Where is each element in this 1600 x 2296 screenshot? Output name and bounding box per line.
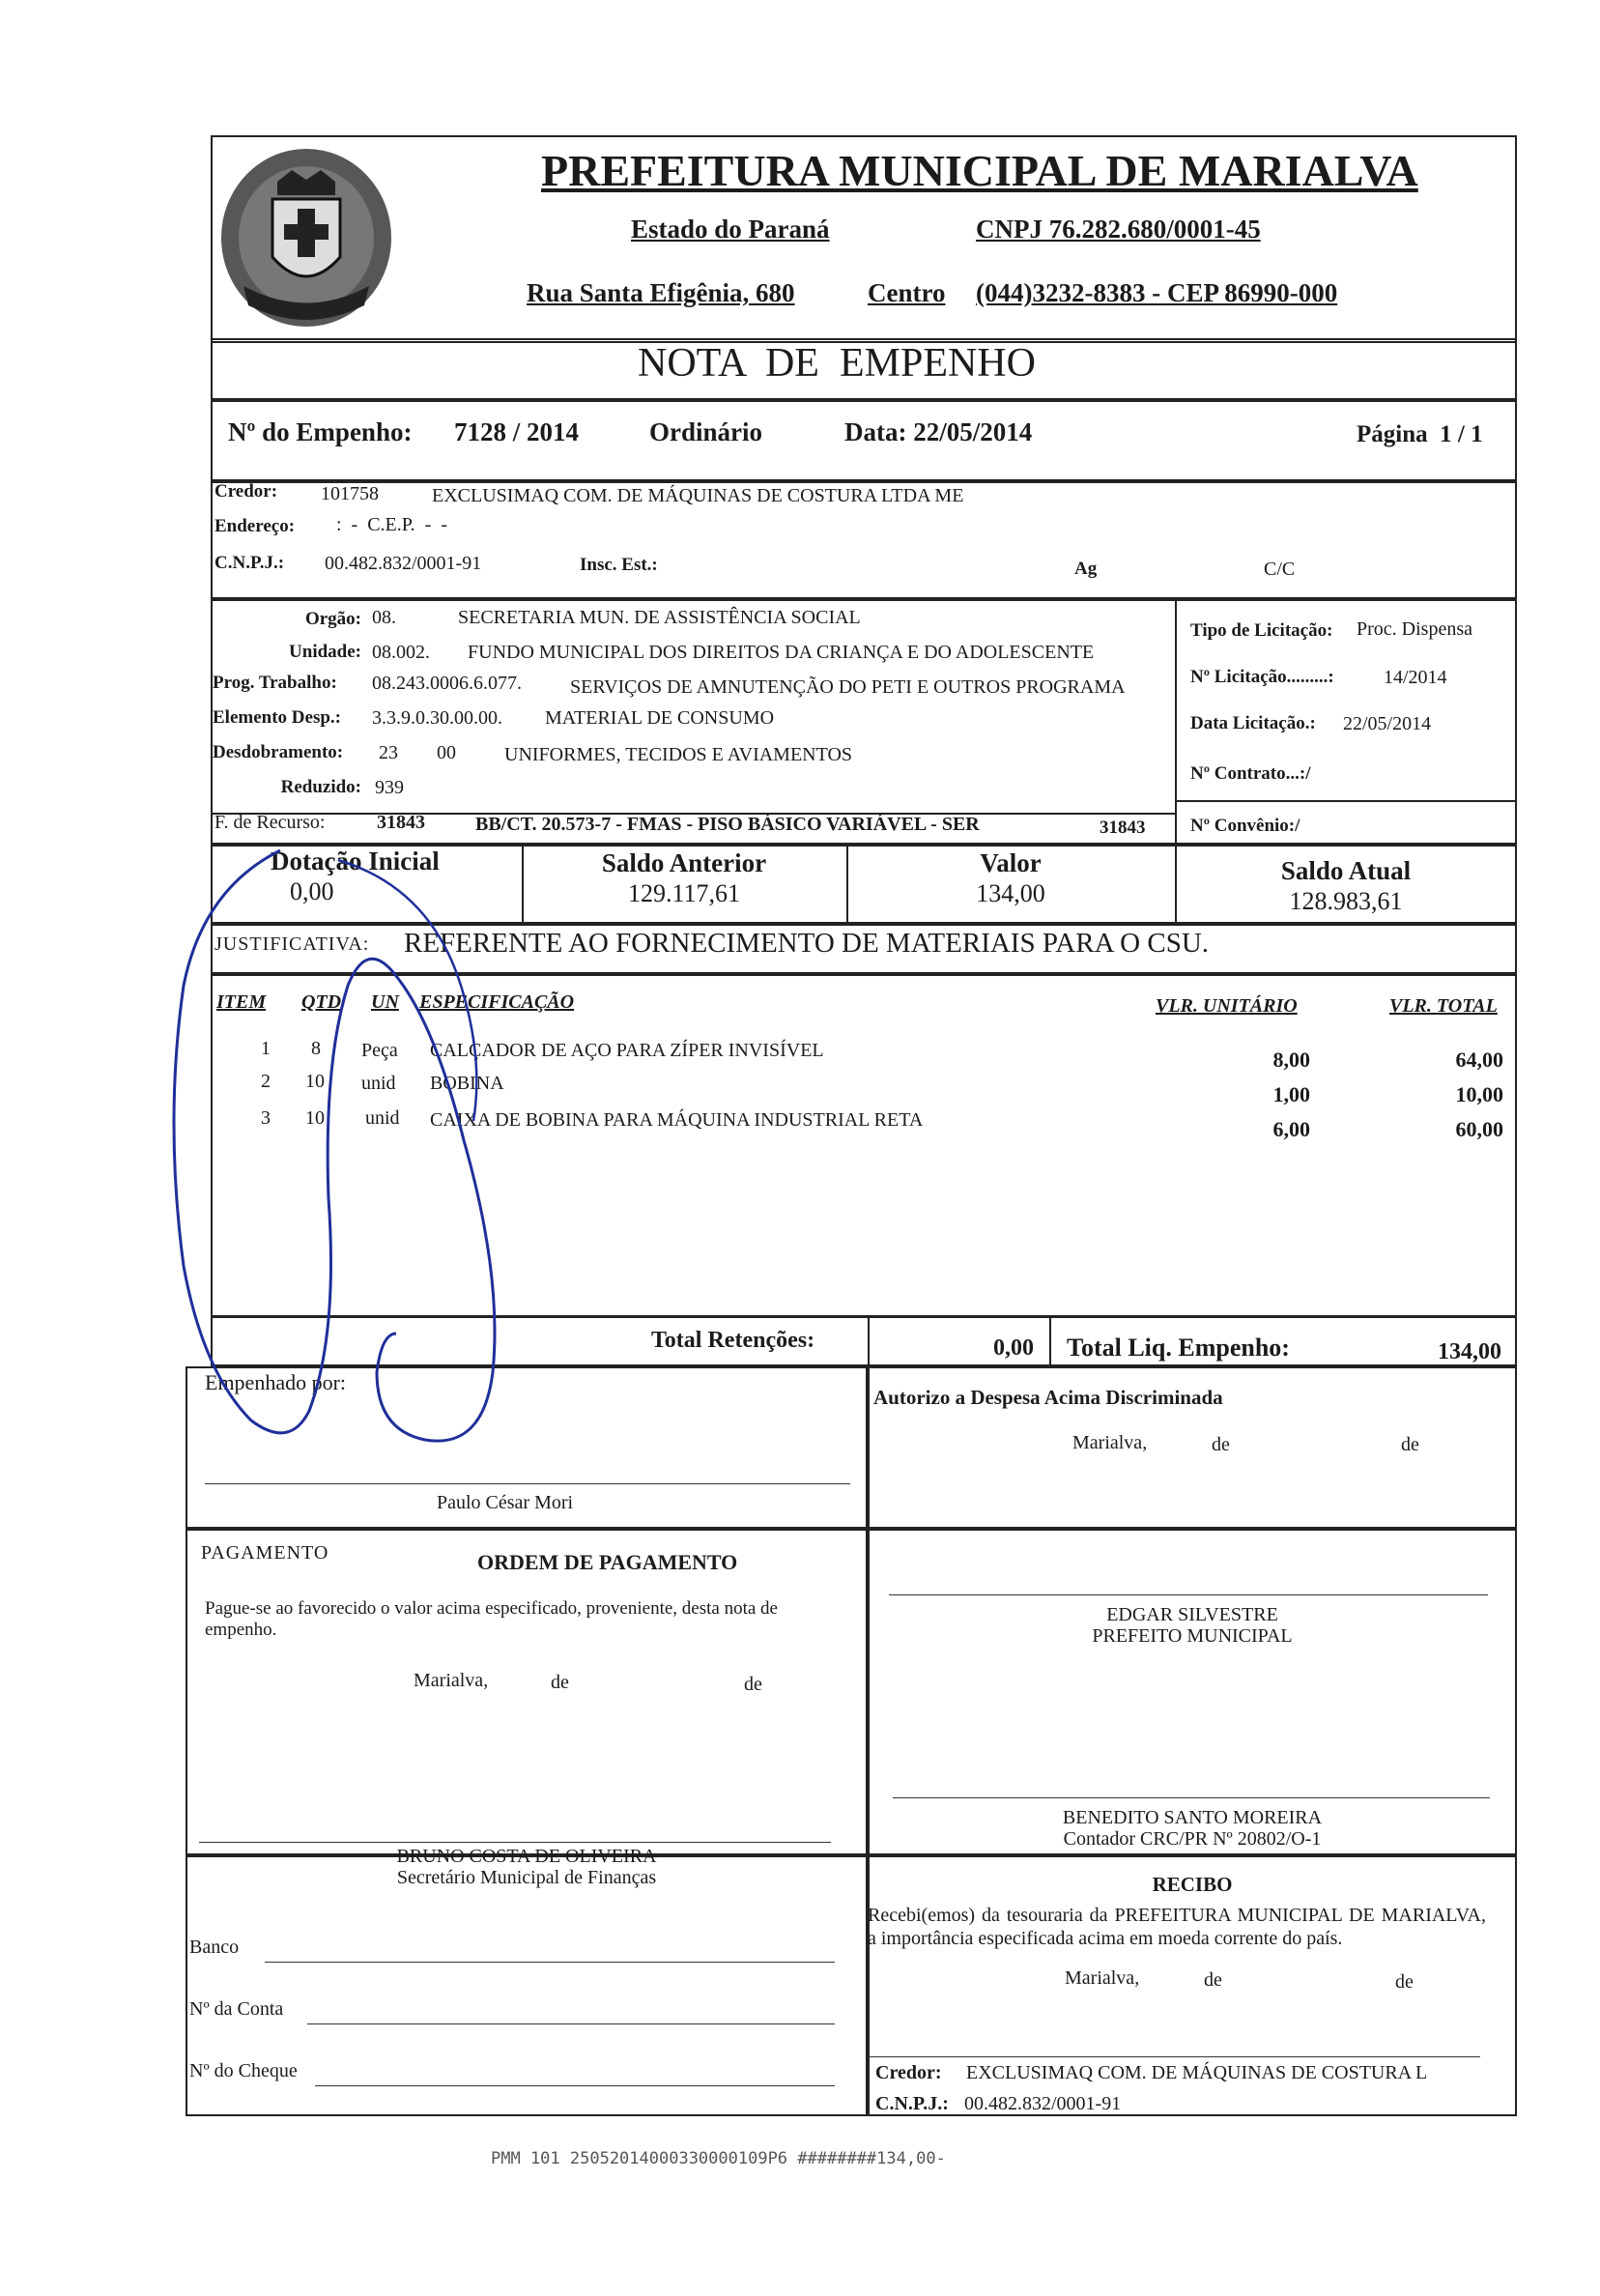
item-total: 10,00	[1455, 1082, 1503, 1106]
saldo-anterior-value: 129.117,61	[627, 879, 741, 907]
valor-value: 134,00	[976, 879, 1045, 907]
contrato-label: Nº Contrato...:/	[1190, 763, 1311, 784]
item-unit-price: 6,00	[1272, 1117, 1310, 1141]
reduzido-value: 939	[375, 777, 404, 798]
pagamento-text: Pague-se ao favorecido o valor acima especificado, proveniente, desta nota de empenho.	[205, 1598, 778, 1640]
recibo-city: Marialva,	[1065, 1967, 1140, 1989]
autorizo-de-2: de	[1401, 1434, 1419, 1455]
pagamento-de-1: de	[551, 1672, 569, 1693]
saldo-atual-label: Saldo Atual	[1280, 856, 1412, 885]
col-qtd-header: QTD	[301, 991, 342, 1013]
orgao-label: Orgão:	[304, 609, 361, 629]
conta-field-line[interactable]	[307, 2023, 835, 2024]
convenio-line	[1175, 800, 1517, 802]
empenho-number: 7128 / 2014	[454, 417, 580, 446]
agencia-label: Ag	[1074, 559, 1098, 579]
desdobramento-a: 23	[379, 742, 398, 763]
conta-corrente-label: C/C	[1264, 559, 1296, 580]
handwritten-signature-drawing	[145, 831, 628, 1469]
ordem-pagamento-title: ORDEM DE PAGAMENTO	[477, 1550, 738, 1574]
licitacao-date-label: Data Licitação.:	[1190, 713, 1316, 733]
credor-label: Credor:	[214, 481, 278, 502]
empenhado-signature-line	[205, 1483, 850, 1484]
budget-divider	[1175, 599, 1177, 845]
desdobramento-label: Desdobramento:	[213, 742, 344, 762]
contador-signature-line	[893, 1797, 1490, 1798]
item-unit-price: 8,00	[1272, 1048, 1310, 1072]
document-title: NOTA DE EMPENHO	[638, 341, 1036, 386]
item-number: 2	[261, 1071, 271, 1092]
unidade-code: 08.002.	[372, 642, 430, 663]
banco-field-line[interactable]	[265, 1962, 835, 1963]
cheque-field-line[interactable]	[315, 2085, 835, 2086]
liquido-value: 134,00	[1438, 1339, 1501, 1364]
empenho-date: Data: 22/05/2014	[844, 417, 1033, 446]
prefeito-role: PREFEITO MUNICIPAL	[1092, 1625, 1293, 1647]
dotacao-label: Dotação Inicial	[271, 847, 440, 875]
recibo-de-1: de	[1204, 1969, 1222, 1991]
item-qty: 8	[311, 1038, 321, 1059]
secretario-role: Secretário Municipal de Finanças	[396, 1867, 657, 1888]
item-number: 1	[261, 1038, 271, 1059]
item-unit-type: Peça	[361, 1040, 398, 1061]
dotacao-value: 0,00	[290, 877, 334, 905]
empenho-kind: Ordinário	[649, 417, 763, 446]
recurso-code: 31843	[377, 812, 425, 833]
coat-of-arms-seal	[214, 141, 398, 334]
state-name: Estado do Paraná	[631, 215, 830, 244]
elemento-name: MATERIAL DE CONSUMO	[545, 707, 775, 729]
totals-divider-1	[868, 1316, 870, 1366]
prefeito-name: EDGAR SILVESTRE	[1106, 1604, 1278, 1625]
orgao-name: SECRETARIA MUN. DE ASSISTÊNCIA SOCIAL	[458, 607, 861, 628]
page-number: Página 1 / 1	[1357, 421, 1483, 447]
contador-role: Contador CRC/PR Nº 20802/O-1	[1063, 1828, 1322, 1850]
justificativa-text: REFERENTE AO FORNECIMENTO DE MATERIAIS PARA O CSU.	[404, 928, 1210, 959]
unidade-label: Unidade:	[289, 642, 361, 662]
item-total: 60,00	[1455, 1117, 1503, 1141]
credor-name: EXCLUSIMAQ COM. DE MÁQUINAS DE COSTURA LTDA ME	[432, 485, 964, 506]
pagamento-label: PAGAMENTO	[201, 1542, 329, 1564]
item-total: 64,00	[1455, 1048, 1503, 1072]
retencoes-label: Total Retenções:	[651, 1328, 815, 1353]
empenho-number-label: Nº do Empenho:	[228, 417, 413, 446]
unidade-name: FUNDO MUNICIPAL DOS DIREITOS DA CRIANÇA E DO ADOLESCENTE	[468, 642, 1095, 663]
recibo-cnpj-label: C.N.P.J.:	[875, 2093, 949, 2114]
recibo-signature-line	[870, 2056, 1480, 2057]
item-unit-type: unid	[365, 1107, 400, 1129]
licitacao-number-label: Nº Licitação.........:	[1190, 667, 1334, 687]
col-un-header: UN	[371, 991, 399, 1013]
insc-est-label: Insc. Est.:	[580, 555, 658, 575]
org-title: PREFEITURA MUNICIPAL DE MARIALVA	[541, 146, 1418, 195]
prefeito-signature-line	[889, 1594, 1488, 1595]
endereco-value: : - C.E.P. - -	[336, 514, 447, 535]
pagamento-box	[186, 1529, 868, 1855]
saldo-atual-value: 128.983,61	[1289, 887, 1403, 915]
secretario-name: BRUNO COSTA DE OLIVEIRA	[396, 1846, 657, 1867]
reduzido-label: Reduzido:	[280, 777, 361, 797]
conta-label: Nº da Conta	[189, 1998, 284, 2020]
totals-divider-2	[1049, 1316, 1051, 1366]
orgao-code: 08.	[372, 607, 396, 628]
pagamento-city: Marialva,	[414, 1670, 489, 1691]
credor-code: 101758	[321, 483, 379, 504]
autorizo-label: Autorizo a Despesa Acima Discriminada	[873, 1386, 1223, 1409]
item-qty: 10	[305, 1107, 325, 1129]
recibo-cnpj: 00.482.832/0001-91	[964, 2093, 1122, 2114]
recibo-credor: EXCLUSIMAQ COM. DE MÁQUINAS DE COSTURA L	[966, 2062, 1428, 2083]
endereco-label: Endereço:	[214, 516, 296, 536]
banco-label: Banco	[189, 1937, 240, 1958]
tipo-licitacao: Proc. Dispensa	[1357, 618, 1472, 640]
item-description: CAIXA DE BOBINA PARA MÁQUINA INDUSTRIAL RETA	[430, 1109, 924, 1131]
pagamento-de-2: de	[744, 1674, 762, 1695]
tipo-licitacao-label: Tipo de Licitação:	[1190, 620, 1333, 641]
col-esp-header: ESPECIFICAÇÃO	[419, 991, 575, 1013]
recibo-credor-label: Credor:	[875, 2062, 942, 2083]
justificativa-label: JUSTIFICATIVA:	[214, 933, 370, 955]
col-item-header: ITEM	[216, 991, 267, 1013]
desdobramento-b: 00	[437, 742, 456, 763]
autorizo-de-1: de	[1212, 1434, 1230, 1455]
saldo-anterior-label: Saldo Anterior	[601, 848, 767, 877]
col-unit-header: VLR. UNITÁRIO	[1156, 995, 1298, 1017]
recurso-label: F. de Recurso:	[214, 812, 326, 833]
licitacao-date: 22/05/2014	[1343, 713, 1432, 734]
item-unit-type: unid	[361, 1073, 396, 1094]
item-unit-price: 1,00	[1272, 1082, 1310, 1106]
elemento-label: Elemento Desp.:	[213, 707, 341, 728]
licitacao-number: 14/2014	[1384, 667, 1447, 688]
credor-cnpj: 00.482.832/0001-91	[325, 553, 482, 574]
desdobramento-name: UNIFORMES, TECIDOS E AVIAMENTOS	[504, 744, 853, 765]
empenhado-name: Paulo César Mori	[437, 1492, 574, 1513]
recibo-de-2: de	[1395, 1971, 1414, 1993]
cheque-label: Nº do Cheque	[189, 2060, 298, 2081]
elemento-code: 3.3.9.0.30.00.00.	[372, 707, 502, 729]
credor-cnpj-label: C.N.P.J.:	[214, 553, 285, 573]
address-street: Rua Santa Efigênia, 680	[527, 278, 795, 307]
contador-name: BENEDITO SANTO MOREIRA	[1062, 1807, 1323, 1828]
recibo-title: RECIBO	[1152, 1873, 1233, 1896]
item-qty: 10	[305, 1071, 325, 1092]
phone-cep: (044)3232-8383 - CEP 86990-000	[976, 278, 1338, 307]
item-description: CALÇADOR DE AÇO PARA ZÍPER INVISÍVEL	[430, 1040, 824, 1061]
item-number: 3	[261, 1107, 271, 1129]
recibo-text: Recebi(emos) da tesouraria da PREFEITURA MUNICIPAL DE MARIALVA, a importância especificada acima em moeda corrente do país.	[868, 1905, 1486, 1949]
col-total-header: VLR. TOTAL	[1389, 995, 1498, 1017]
prog-code: 08.243.0006.6.077.	[372, 673, 522, 694]
org-cnpj: CNPJ 76.282.680/0001-45	[976, 215, 1261, 244]
prog-name: SERVIÇOS DE AMNUTENÇÃO DO PETI E OUTROS PROGRAMA	[570, 676, 1126, 698]
convenio-label: Nº Convênio:/	[1190, 816, 1300, 836]
machine-authentication-line: PMM 101 25052014000330000109P6 ########134,00-	[491, 2149, 946, 2168]
empenhado-label: Empenhado por:	[205, 1370, 347, 1394]
liquido-label: Total Liq. Empenho:	[1067, 1334, 1290, 1362]
secretario-signature-line	[199, 1842, 831, 1843]
recurso-code-2: 31843	[1100, 818, 1146, 838]
retencoes-value: 0,00	[993, 1335, 1034, 1361]
valor-label: Valor	[980, 848, 1042, 877]
item-description: BOBINA	[430, 1073, 504, 1094]
recurso-name: BB/CT. 20.573-7 - FMAS - PISO BÁSICO VARIÁVEL - SER	[475, 814, 980, 835]
prog-label: Prog. Trabalho:	[213, 673, 337, 693]
address-district: Centro	[868, 278, 946, 307]
autorizo-city: Marialva,	[1072, 1432, 1148, 1453]
